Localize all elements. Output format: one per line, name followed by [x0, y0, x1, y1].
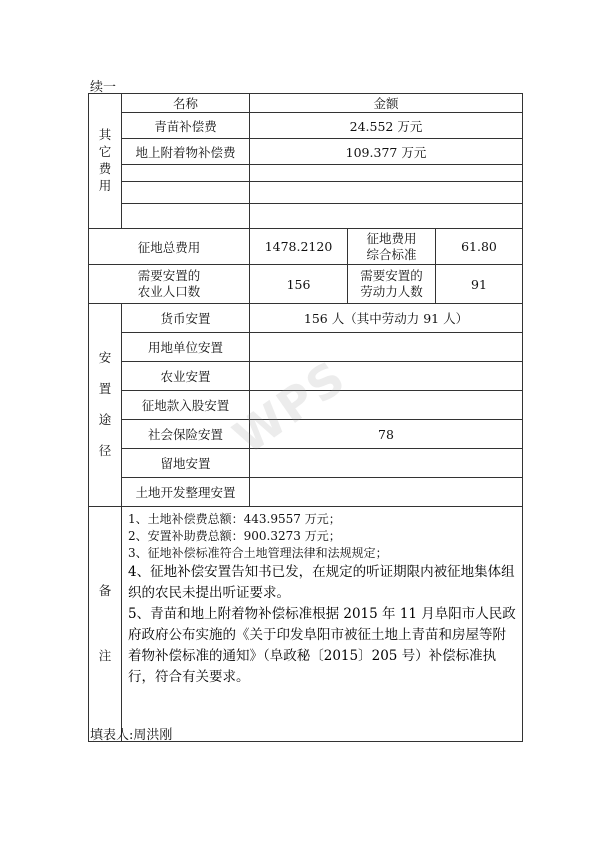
fee-amount-cell: 24.552 万元 — [250, 113, 523, 139]
placement-name-cell: 留地安置 — [122, 449, 250, 478]
fee-name-cell: 地上附着物补偿费 — [122, 139, 250, 165]
empty-cell — [250, 182, 523, 204]
empty-cell — [122, 204, 250, 229]
remark-bold-line: 4、征地补偿安置告知书已发，在规定的听证期限内被征地集体组织的农民未提出听证要求。 — [128, 564, 515, 601]
empty-cell — [250, 165, 523, 182]
placement-name-cell: 农业安置 — [122, 362, 250, 391]
population-value: 156 — [250, 265, 348, 304]
land-acquisition-table — [88, 93, 523, 742]
fee-amount-cell: 109.377 万元 — [250, 139, 523, 165]
section-placement: 安 置 途 径 — [89, 304, 122, 507]
standard-label: 征地费用 综合标准 — [348, 229, 436, 265]
placement-value-cell: 78 — [250, 420, 523, 449]
remark-line: 2、安置补助费总额：900.3273 万元； — [128, 529, 341, 543]
placement-value-cell — [250, 478, 523, 507]
column-header-amount: 金额 — [250, 94, 523, 113]
labor-label: 需要安置的 劳动力人数 — [348, 265, 436, 304]
placement-name-cell: 货币安置 — [122, 304, 250, 333]
population-label: 需要安置的 农业人口数 — [89, 265, 250, 304]
section-other-fees: 其 它 费 用 — [89, 94, 122, 229]
section-remarks: 备 注 — [89, 507, 122, 742]
placement-value-cell: 156 人（其中劳动力 91 人） — [250, 304, 523, 333]
placement-name-cell: 征地款入股安置 — [122, 391, 250, 420]
placement-value-cell — [250, 449, 523, 478]
remark-bold-line: 5、青苗和地上附着物补偿标准根据 2015 年 11 月阜阳市人民政府政府公布实施的《关于印发阜阳市被征土地上青苗和房屋等附着物补偿标准的通知》（阜政秘〔2015〕205 号）补偿标准执行，符合有关要求。 — [128, 606, 516, 685]
form-filler-label: 填表人:周洪刚 — [90, 728, 173, 743]
empty-cell — [122, 165, 250, 182]
fee-name-cell: 青苗补偿费 — [122, 113, 250, 139]
total-cost-value: 1478.2120 — [250, 229, 348, 265]
placement-value-cell — [250, 333, 523, 362]
remarks-content — [122, 507, 523, 742]
continuation-label: 续一 — [90, 80, 117, 95]
placement-name-cell: 土地开发整理安置 — [122, 478, 250, 507]
column-header-name: 名称 — [122, 94, 250, 113]
remark-line: 1、土地补偿费总额：443.9557 万元； — [128, 512, 341, 526]
placement-name-cell: 用地单位安置 — [122, 333, 250, 362]
wps-watermark: WPS — [223, 349, 356, 465]
remark-line: 3、征地补偿标准符合土地管理法律和法规规定； — [128, 546, 388, 560]
empty-cell — [122, 182, 250, 204]
standard-value: 61.80 — [436, 229, 523, 265]
empty-cell — [250, 204, 523, 229]
total-cost-label: 征地总费用 — [89, 229, 250, 265]
placement-value-cell — [250, 391, 523, 420]
placement-value-cell — [250, 362, 523, 391]
placement-name-cell: 社会保险安置 — [122, 420, 250, 449]
labor-value: 91 — [436, 265, 523, 304]
